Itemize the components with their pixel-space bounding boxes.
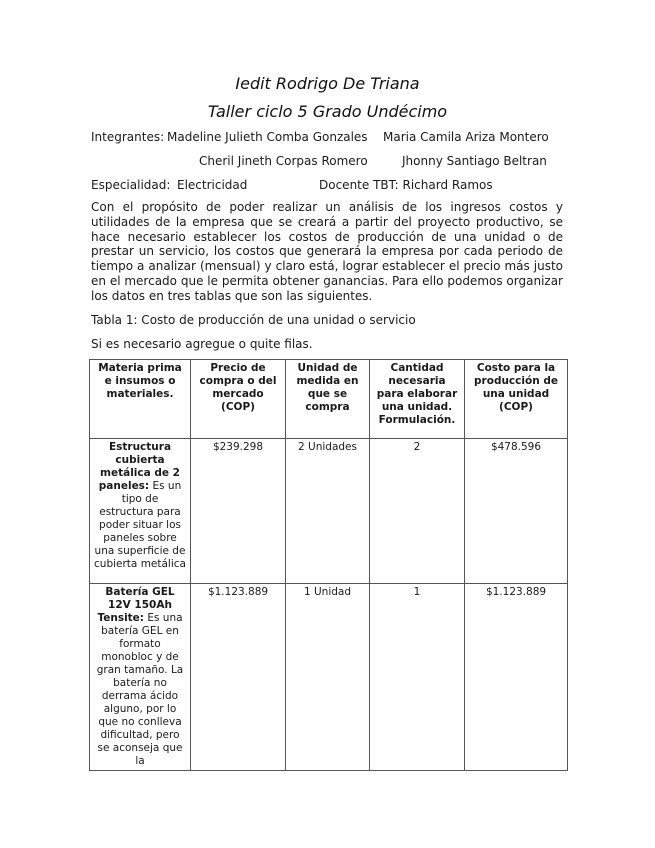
school-title: Iedit Rodrigo De Triana xyxy=(235,74,420,93)
intro-paragraph: Con el propósito de poder realizar un análisis de los ingresos costos y utilidades de la empresa que se creará a partir del proyecto productivo, se hace necesario establecer los costos de producción de una unidad o de prestar un servicio, los costos que generará la empresa por cada periodo de tiempo a analizar (mensual) y claro está, lograr establecer el precio más justo en el mercado que le permita obtener ganancias. Para ello podemos organizar los datos en tres tablas que son las siguientes. xyxy=(91,200,563,303)
member-name: Madeline Julieth Comba Gonzales xyxy=(167,130,368,144)
cost-cell: $1.123.889 xyxy=(465,584,568,771)
table-caption: Tabla 1: Costo de producción de una unidad o servicio xyxy=(91,313,416,327)
production-cost-table xyxy=(89,359,568,771)
material-description: Es un tipo de estructura para poder situar los paneles sobre una superficie de cubierta metálica xyxy=(94,480,186,570)
material-name: Batería GEL 12V 150Ah Tensite: xyxy=(97,586,175,624)
price-cell: $239.298 xyxy=(191,439,286,584)
member-name: Jhonny Santiago Beltran xyxy=(402,154,547,168)
material-cell xyxy=(90,584,191,771)
table-header-row xyxy=(90,360,568,439)
material-cell xyxy=(90,439,191,584)
specialty-label: Especialidad: xyxy=(91,178,171,192)
members-label: Integrantes: xyxy=(91,130,165,144)
header-materials: Materia prima e insumos o materiales. xyxy=(90,360,191,439)
material-name: Estructura cubierta metálica de 2 paneles: xyxy=(98,441,180,492)
quantity-cell: 2 xyxy=(370,439,465,584)
table-row xyxy=(90,439,568,584)
member-name: Cheril Jineth Corpas Romero xyxy=(199,154,368,168)
material-description: Es una batería GEL en formato monobloc y de gran tamaño. La batería no derrama ácido alguno, por lo que no conlleva dificultad, pero se aconseja que la xyxy=(96,612,184,767)
unit-cell: 2 Unidades xyxy=(286,439,370,584)
cost-cell: $478.596 xyxy=(465,439,568,584)
specialty-value: Electricidad xyxy=(177,178,248,192)
header-cost: Costo para la producción de una unidad (COP) xyxy=(465,360,568,439)
teacher-name: Docente TBT: Richard Ramos xyxy=(319,178,493,192)
table-row xyxy=(90,584,568,771)
quantity-cell: 1 xyxy=(370,584,465,771)
header-unit: Unidad de medida en que se compra xyxy=(286,360,370,439)
price-cell: $1.123.889 xyxy=(191,584,286,771)
table-note: Si es necesario agregue o quite filas. xyxy=(91,337,313,351)
unit-cell: 1 Unidad xyxy=(286,584,370,771)
header-quantity: Cantidad necesaria para elaborar una unidad. Formulación. xyxy=(370,360,465,439)
header-price: Precio de compra o del mercado (COP) xyxy=(191,360,286,439)
workshop-title: Taller ciclo 5 Grado Undécimo xyxy=(207,102,448,121)
member-name: Maria Camila Ariza Montero xyxy=(383,130,549,144)
